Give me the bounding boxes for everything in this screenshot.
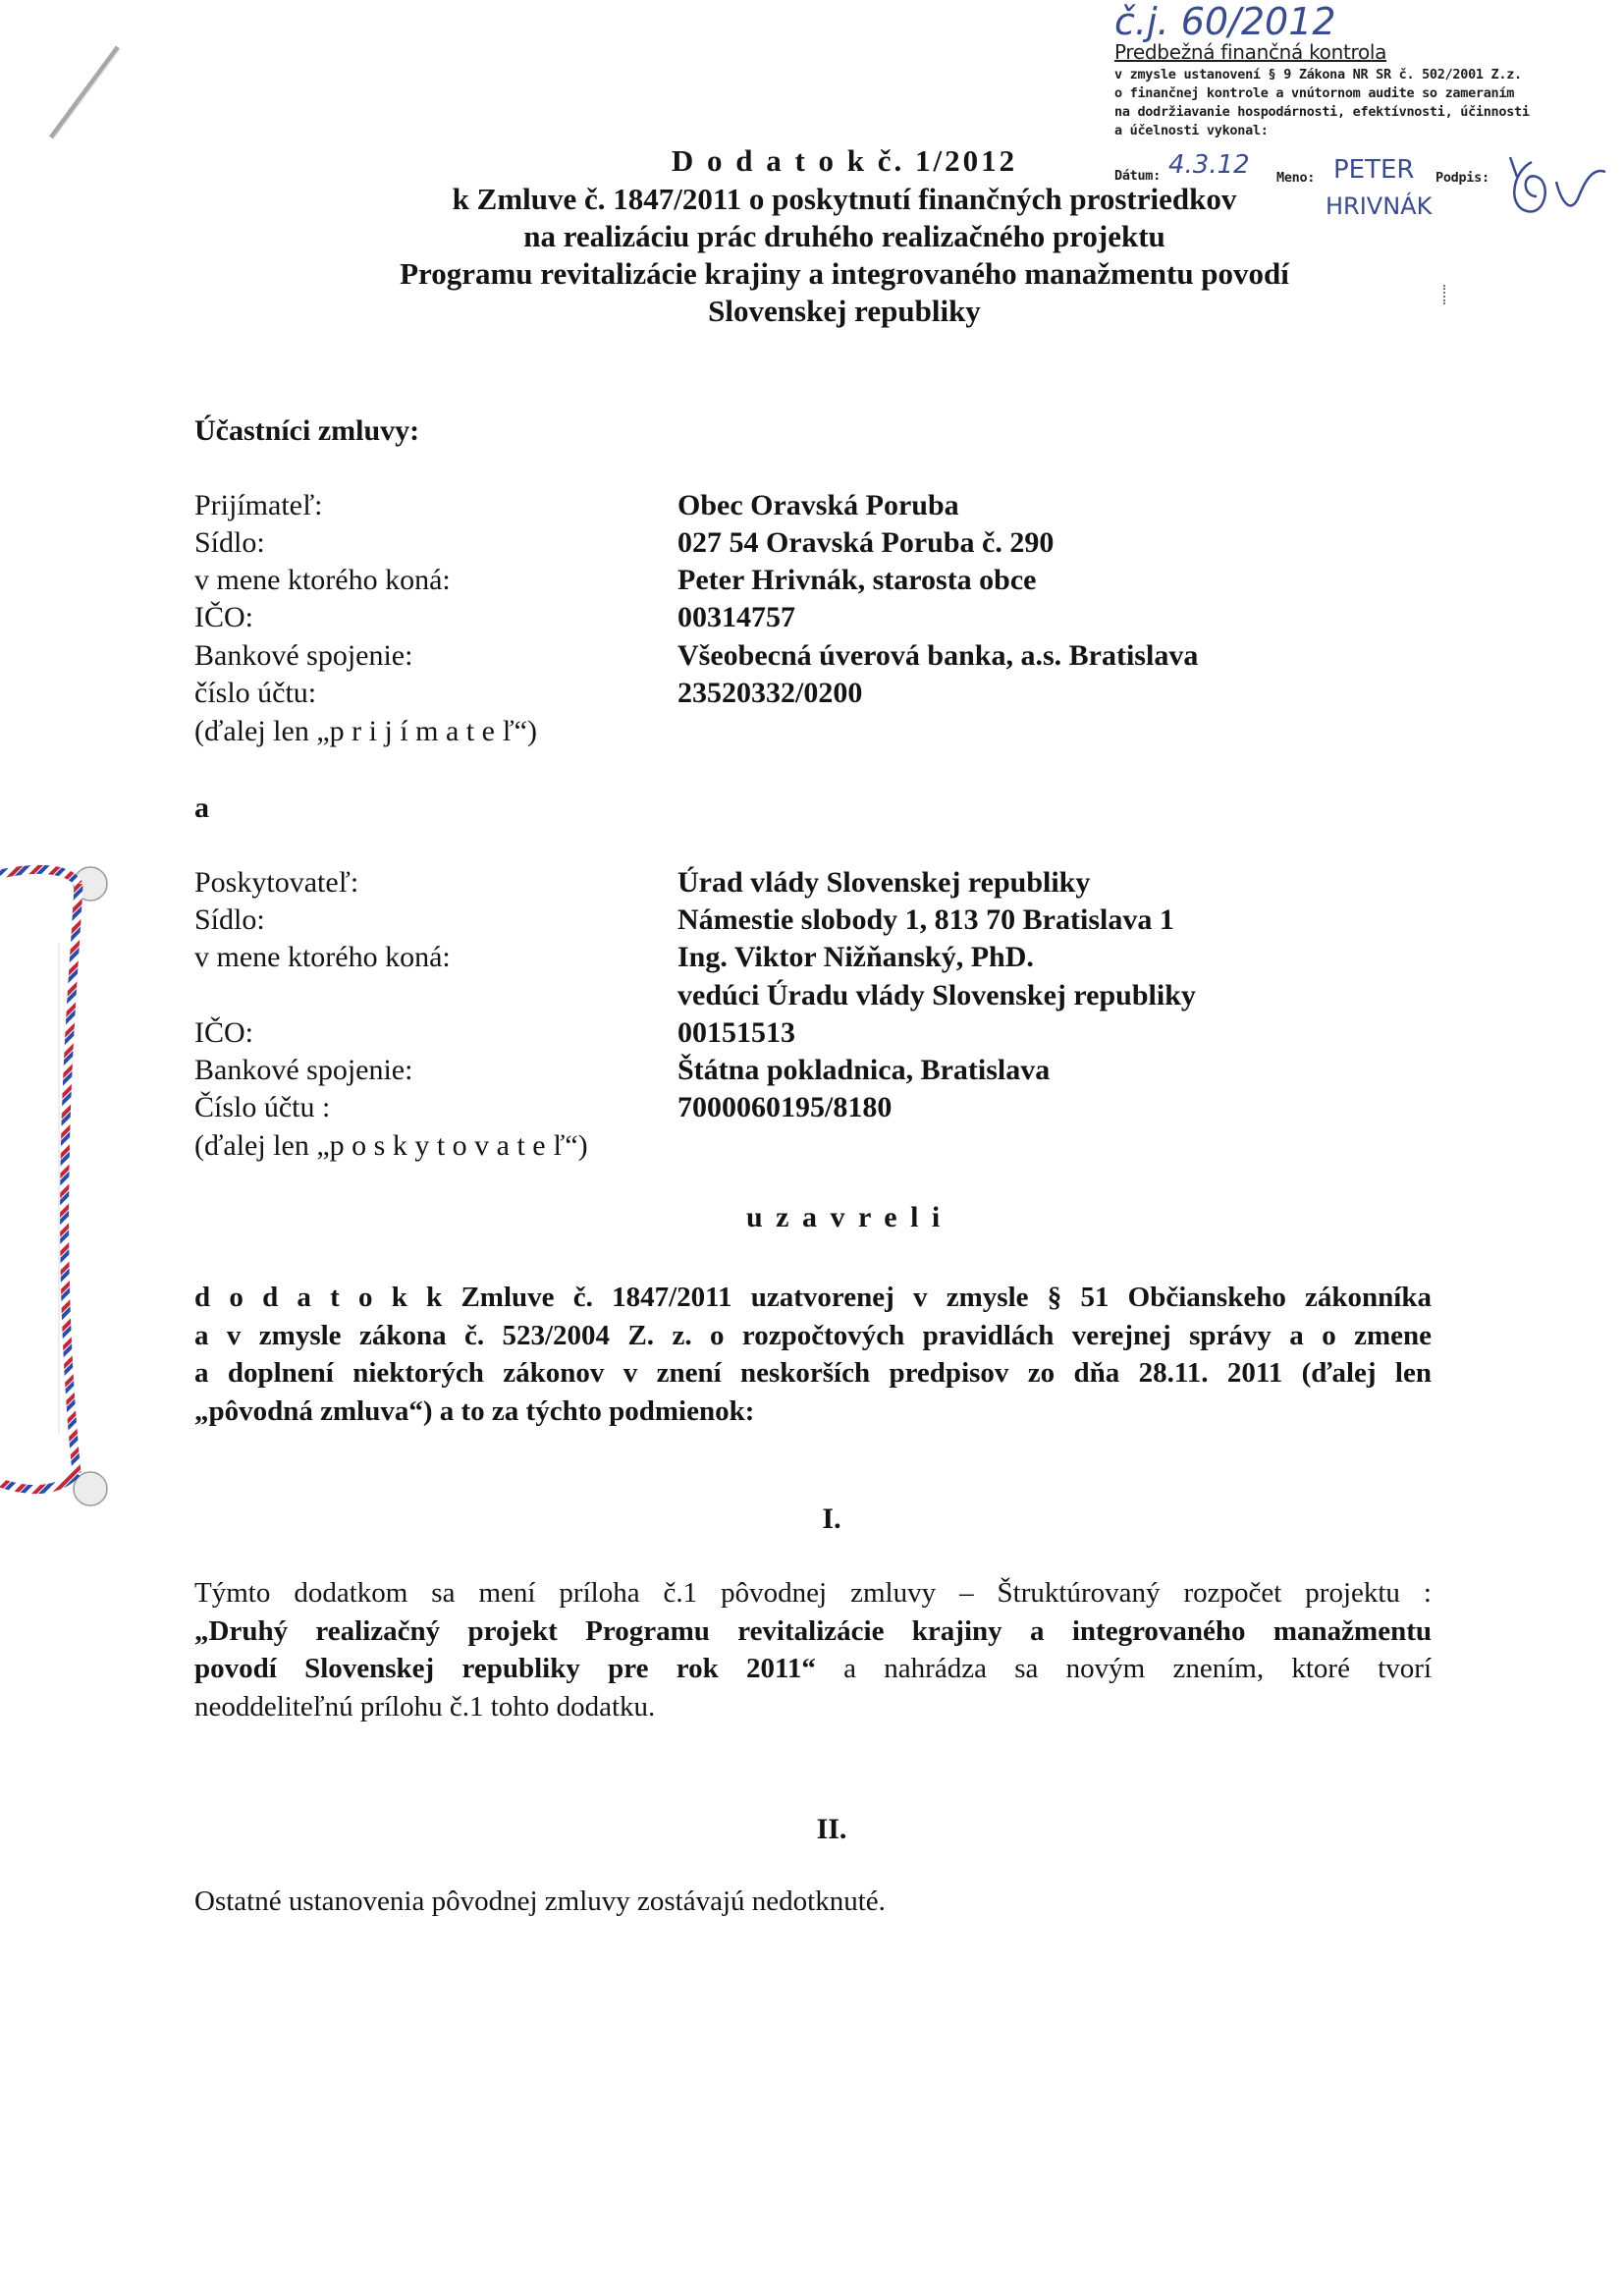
- provider-label: Sídlo:: [194, 903, 265, 936]
- recipient-value: 027 54 Oravská Poruba č. 290: [677, 526, 1055, 559]
- title-line-3: na realizáciu prác druhého realizačného projektu: [523, 219, 1165, 253]
- staple-mark: [39, 39, 128, 152]
- stamp-name-label: Meno:: [1276, 170, 1316, 186]
- section-1-line-3-rest: a nahrádza sa novým znením, ktoré tvorí: [815, 1653, 1432, 1684]
- provider-value: vedúci Úradu vlády Slovenskej republiky: [677, 979, 1196, 1011]
- control-stamp: [1114, 40, 1605, 140]
- binding-cord: [0, 845, 108, 1537]
- title-line-2: k Zmluve č. 1847/2011 o poskytnutí finančných prostriedkov: [452, 182, 1237, 216]
- stamp-line: a účelnosti vykonal:: [1114, 123, 1269, 138]
- recipient-label: Bankové spojenie:: [194, 639, 413, 672]
- conjunction: a: [194, 792, 209, 824]
- provider-value: Úrad vlády Slovenskej republiky: [677, 866, 1091, 899]
- provider-label: v mene ktorého koná:: [194, 941, 451, 973]
- stamp-line: o finančnej kontrole a vnútornom audite so zameraním: [1114, 85, 1515, 101]
- provider-value: Štátna pokladnica, Bratislava: [677, 1054, 1051, 1086]
- provider-value: 00151513: [677, 1016, 795, 1049]
- stamp-title: Predbežná finančná kontrola: [1114, 40, 1387, 64]
- provider-label: Bankové spojenie:: [194, 1054, 413, 1086]
- section-2-text: Ostatné ustanovenia pôvodnej zmluvy zostávajú nedotknuté.: [194, 1886, 886, 1917]
- provider-label: Poskytovateľ:: [194, 866, 359, 899]
- provider-label: Číslo účtu :: [194, 1091, 331, 1123]
- recipient-value: Všeobecná úverová banka, a.s. Bratislava: [677, 639, 1199, 672]
- recipient-value: 00314757: [677, 601, 795, 633]
- stamp-line: v zmysle ustanovení § 9 Zákona NR SR č. 502/2001 Z.z.: [1114, 67, 1522, 82]
- stamp-date-value: 4.3.12: [1168, 150, 1250, 180]
- provider-value: Ing. Viktor Nižňanský, PhD.: [677, 941, 1034, 973]
- section-2-number: II.: [816, 1813, 847, 1845]
- section-1-line: neoddeliteľnú prílohu č.1 tohto dodatku.: [194, 1690, 656, 1722]
- section-1-line-3: [194, 1650, 1432, 1688]
- title-line-5: Slovenskej republiky: [708, 294, 981, 328]
- concluded-heading: u z a v r e l i: [746, 1201, 944, 1233]
- parties-heading: Účastníci zmluvy:: [194, 414, 420, 447]
- stamp-name-value-2: HRIVNÁK: [1326, 192, 1433, 220]
- intro-paragraph: [194, 1279, 1432, 1430]
- provider-label: (ďalej len „p o s k y t o v a t e ľ“): [194, 1129, 588, 1162]
- intro-line: d o d a t o k k Zmluve č. 1847/2011 uzatvorenej v zmysle § 51 Občianskeho zákonníka: [194, 1282, 1432, 1313]
- stamp-name-value-1: PETER: [1333, 155, 1415, 185]
- stamp-sign-label: Podpis:: [1435, 170, 1489, 186]
- signature-mark: [1502, 137, 1610, 231]
- ink-dots: [1443, 285, 1451, 304]
- provider-label: IČO:: [194, 1016, 253, 1049]
- recipient-value: Obec Oravská Poruba: [677, 489, 959, 521]
- provider-value: Námestie slobody 1, 813 70 Bratislava 1: [677, 903, 1174, 936]
- title-line-1: D o d a t o k č. 1/2012: [671, 143, 1018, 178]
- title-line-4: Programu revitalizácie krajiny a integrovaného manažmentu povodí: [400, 256, 1289, 291]
- provider-value: 7000060195/8180: [677, 1091, 893, 1123]
- intro-line: a doplnení niektorých zákonov v znení neskorších predpisov zo dňa 28.11. 2011 (ďalej len: [194, 1357, 1432, 1389]
- recipient-label: Sídlo:: [194, 526, 265, 559]
- intro-line: a v zmysle zákona č. 523/2004 Z. z. o rozpočtových pravidlách verejnej správy a o zmene: [194, 1319, 1432, 1351]
- stamp-date-label: Dátum:: [1114, 168, 1161, 184]
- section-1-body: [194, 1574, 1432, 1725]
- section-1-line: „Druhý realizačný projekt Programu revitalizácie krajiny a integrovaného manažmentu: [194, 1614, 1432, 1647]
- recipient-label: v mene ktorého koná:: [194, 564, 451, 596]
- recipient-label: (ďalej len „p r i j í m a t e ľ“): [194, 715, 537, 747]
- recipient-label: Prijímateľ:: [194, 489, 323, 521]
- handwritten-reference: č.j. 60/2012: [1114, 0, 1336, 43]
- document-title: [589, 142, 1100, 179]
- section-1-line: Týmto dodatkom sa mení príloha č.1 pôvodnej zmluvy – Štruktúrovaný rozpočet projektu :: [194, 1577, 1432, 1609]
- section-1-line-3-bold: povodí Slovenskej republiky pre rok 2011“: [194, 1653, 816, 1684]
- recipient-value: 23520332/0200: [677, 677, 863, 709]
- stamp-line: na dodržiavanie hospodárnosti, efektívnosti, účinnosti: [1114, 104, 1530, 120]
- intro-line: „pôvodná zmluva“) a to za týchto podmienok:: [194, 1394, 755, 1427]
- recipient-label: číslo účtu:: [194, 677, 317, 709]
- recipient-value: Peter Hrivnák, starosta obce: [677, 564, 1037, 596]
- recipient-label: IČO:: [194, 601, 253, 633]
- section-1-number: I.: [822, 1503, 841, 1535]
